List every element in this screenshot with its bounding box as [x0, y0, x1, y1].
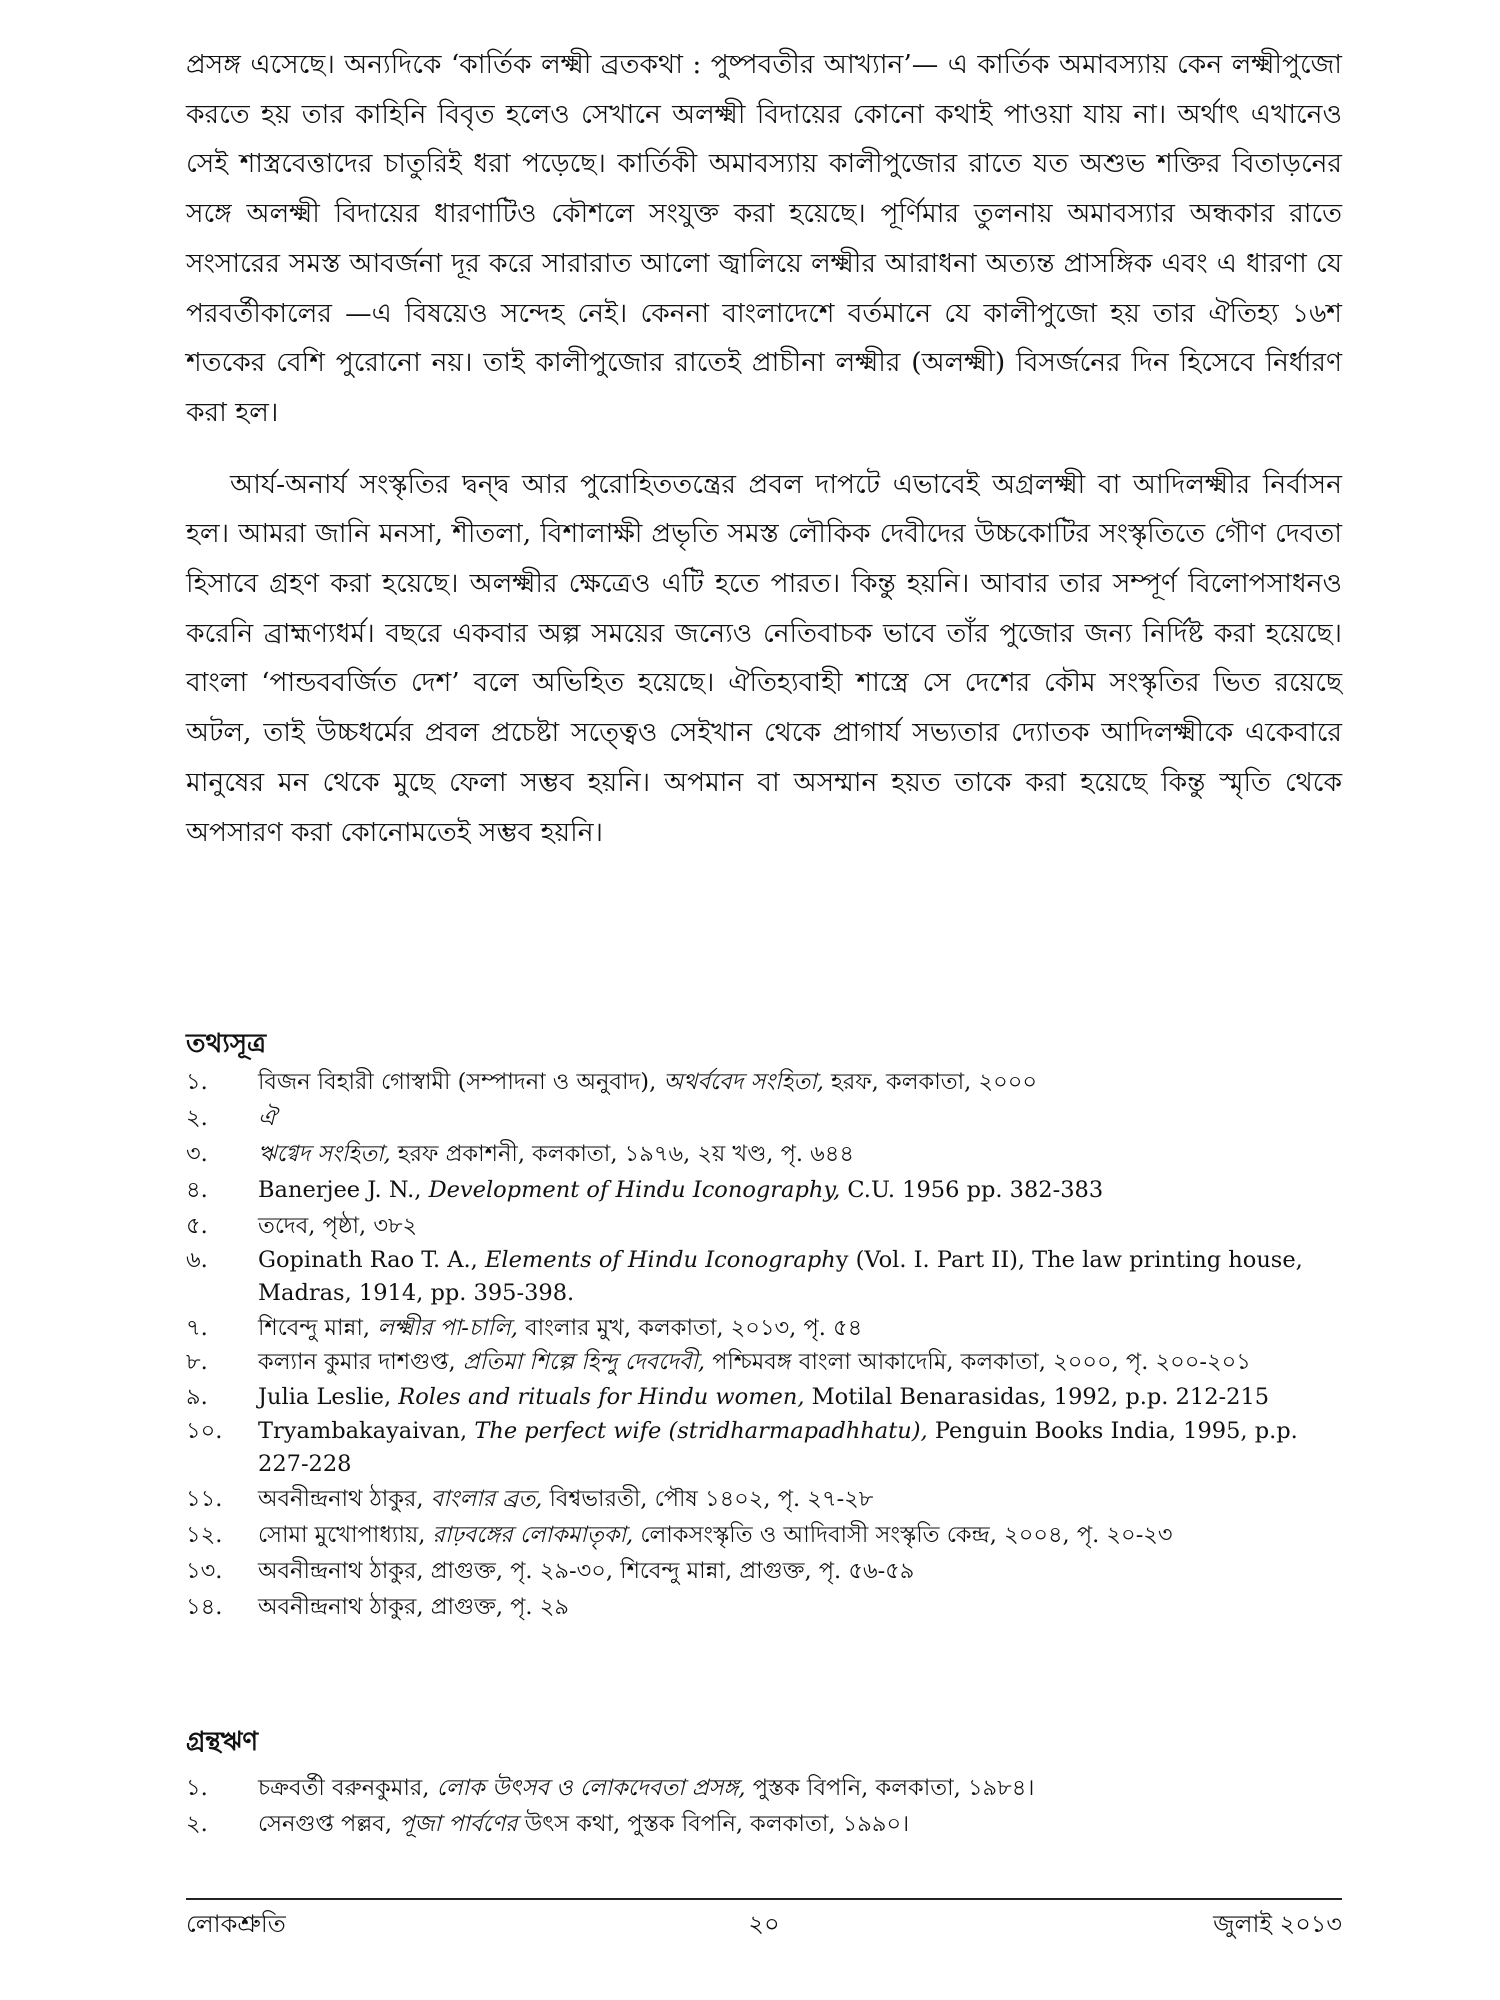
reference-text: সোমা মুখোপাধ্যায়, রাঢ়বঙ্গের লোকমাতৃকা, লোকসংস্কৃতি ও আদিবাসী সংস্কৃতি কেন্দ্র, ২০০৪, পৃ. ২০-২৩: [258, 1522, 1173, 1548]
reference-number: ৫.: [186, 1213, 208, 1239]
reference-text: বিজন বিহারী গোস্বামী (সম্পাদনা ও অনুবাদ), অথর্ববেদ সংহিতা, হরফ, কলকাতা, ২০০০: [258, 1069, 1037, 1095]
reference-text: Julia Leslie, Roles and rituals for Hindu women, Motilal Benarasidas, 1992, p.p. 212-215: [258, 1384, 1270, 1410]
reference-text: Banerjee J. N., Development of Hindu Iconography, C.U. 1956 pp. 382-383: [258, 1177, 1104, 1203]
reference-number: ৩.: [186, 1141, 208, 1167]
reference-text: তদেব, পৃষ্ঠা, ৩৮২: [258, 1213, 418, 1239]
bibliography-item: [186, 1770, 1342, 1806]
paragraph: আর্য-অনার্য সংস্কৃতির দ্বন্দ্ব আর পুরোহিততন্ত্রের প্রবল দাপটে এভাবেই অগ্রলক্ষ্মী বা আদিলক্ষ্মীর নির্বাসন হল। আমরা জানি মনসা, শীতলা, বিশালাক্ষী প্রভৃতি সমস্ত লৌকিক দেবীদের উচ্চকোটির সংস্কৃতিতে গৌণ দেবতা হিসাবে গ্রহণ করা হয়েছে। অলক্ষ্মীর ক্ষেত্রেও এটি হতে পারত। কিন্তু হয়নি। আবার তার সম্পূর্ণ বিলোপসাধনও করেনি ব্রাহ্মণ্যধর্ম। বছরে একবার অল্প সময়ের জন্যেও নেতিবাচক ভাবে তাঁর পুজোর জন্য নির্দিষ্ট করা হয়েছে। বাংলা ‘পান্ডববর্জিত দেশ’ বলে অভিহিত হয়েছে। ঐতিহ্যবাহী শাস্ত্রে সে দেশের কৌম সংস্কৃতির ভিত রয়েছে অটল, তাই উচ্চধর্মের প্রবল প্রচেষ্টা সত্ত্বেও সেইখান থেকে প্রাগার্য সভ্যতার দ্যোতক আদিলক্ষ্মীকে একেবারে মানুষের মন থেকে মুছে ফেলা সম্ভব হয়নি। অপমান বা অসম্মান হয়ত তাকে করা হয়েছে কিন্তু স্মৃতি থেকে অপসারণ করা কোনোমতেই সম্ভব হয়নি।: [186, 468, 1342, 848]
issue-date: জুলাই ২০১৩: [1213, 1910, 1342, 1938]
bibliography-heading: গ্রন্থঋণ: [186, 1727, 259, 1757]
reference-text: Gopinath Rao T. A., Elements of Hindu Iconography (Vol. I. Part II), The law printing house, Madras, 1914, pp. 395-398.: [258, 1247, 1303, 1306]
reference-text: ঐ: [258, 1105, 277, 1131]
references-heading: তথ্যসূত্র: [186, 1029, 267, 1059]
bibliography-number: ২.: [186, 1811, 208, 1837]
reference-item: [186, 1172, 1342, 1208]
footer-divider: [186, 1898, 1342, 1900]
reference-item: [186, 1100, 1342, 1136]
reference-item: [186, 1481, 1342, 1517]
reference-item: [186, 1346, 1342, 1379]
page-footer: [186, 1906, 1342, 1942]
reference-item: [186, 1589, 1342, 1625]
reference-number: ১০.: [186, 1418, 223, 1444]
reference-text: অবনীন্দ্রনাথ ঠাকুর, প্রাগুক্ত, পৃ. ২৯: [258, 1594, 569, 1620]
reference-text: শিবেন্দু মান্না, লক্ষ্মীর পা-চালি, বাংলার মুখ, কলকাতা, ২০১৩, পৃ. ৫৪: [258, 1315, 863, 1341]
reference-item: [186, 1310, 1342, 1346]
reference-number: ১৪.: [186, 1594, 223, 1620]
reference-item: [186, 1208, 1342, 1244]
bibliography-number: ১.: [186, 1775, 208, 1801]
reference-text: কল্যান কুমার দাশগুপ্ত, প্রতিমা শিল্পে হিন্দু দেবদেবী, পশ্চিমবঙ্গ বাংলা আকাদেমি, কলকাতা, ২০০০, পৃ. ২০০-২০১: [258, 1349, 1251, 1375]
journal-name: লোকশ্রুতি: [186, 1910, 286, 1938]
reference-item: [186, 1553, 1342, 1589]
reference-number: ১.: [186, 1069, 208, 1095]
reference-text: অবনীন্দ্রনাথ ঠাকুর, বাংলার ব্রত, বিশ্বভারতী, পৌষ ১৪০২, পৃ. ২৭-২৮: [258, 1486, 874, 1512]
bibliography-text: সেনগুপ্ত পল্লব, পূজা পার্বণের উৎস কথা, পুস্তক বিপনি, কলকাতা, ১৯৯০।: [258, 1811, 910, 1837]
reference-number: ১১.: [186, 1486, 223, 1512]
reference-item: [186, 1244, 1342, 1310]
reference-number: ১৩.: [186, 1558, 223, 1584]
bibliography-text: চক্রবর্তী বরুনকুমার, লোক উৎসব ও লোকদেবতা প্রসঙ্গ, পুস্তক বিপনি, কলকাতা, ১৯৮৪।: [258, 1775, 1035, 1801]
bibliography-item: [186, 1806, 1342, 1842]
reference-number: ১২.: [186, 1522, 223, 1548]
reference-number: ২.: [186, 1105, 208, 1131]
reference-number: ৭.: [186, 1315, 208, 1341]
reference-item: [186, 1136, 1342, 1172]
reference-number: ৬.: [186, 1247, 208, 1273]
reference-item: [186, 1517, 1342, 1553]
reference-item: [186, 1064, 1342, 1100]
reference-item: [186, 1379, 1342, 1415]
page-number: ২০: [748, 1910, 780, 1938]
reference-text: অবনীন্দ্রনাথ ঠাকুর, প্রাগুক্ত, পৃ. ২৯-৩০, শিবেন্দু মান্না, প্রাগুক্ত, পৃ. ৫৬-৫৯: [258, 1558, 915, 1584]
reference-number: ৮.: [186, 1349, 208, 1375]
reference-item: [186, 1415, 1342, 1481]
paragraph: প্রসঙ্গ এসেছে। অন্যদিকে ‘কার্তিক লক্ষ্মী ব্রতকথা : পুষ্পবতীর আখ্যান’— এ কার্তিক অমাবস্যায় কেন লক্ষ্মীপুজো করতে হয় তার কাহিনি বিবৃত হলেও সেখানে অলক্ষ্মী বিদায়ের কোনো কথাই পাওয়া যায় না। অর্থাৎ এখানেও সেই শাস্ত্রবেত্তাদের চাতুরিই ধরা পড়েছে। কার্তিকী অমাবস্যায় কালীপুজোর রাতে যত অশুভ শক্তির বিতাড়নের সঙ্গে অলক্ষ্মী বিদায়ের ধারণাটিও কৌশলে সংযুক্ত করা হয়েছে। পূর্ণিমার তুলনায় অমাবস্যার অন্ধকার রাতে সংসারের সমস্ত আবর্জনা দূর করে সারারাত আলো জ্বালিয়ে লক্ষ্মীর আরাধনা অত্যন্ত প্রাসঙ্গিক এবং এ ধারণা যে পরবর্তীকালের —এ বিষয়েও সন্দেহ নেই। কেননা বাংলাদেশে বর্তমানে যে কালীপুজো হয় তার ঐতিহ্য ১৬শ শতকের বেশি পুরোনো নয়। তাই কালীপুজোর রাতেই প্রাচীনা লক্ষ্মীর (অলক্ষ্মী) বিসর্জনের দিন হিসেবে নির্ধারণ করা হল।: [186, 49, 1342, 428]
references-list: [186, 1064, 1342, 1625]
reference-text: ঋগ্বেদ সংহিতা, হরফ প্রকাশনী, কলকাতা, ১৯৭৬, ২য় খণ্ড, পৃ. ৬৪৪: [258, 1141, 854, 1167]
article-body: [186, 40, 1342, 857]
reference-number: ৯.: [186, 1384, 208, 1410]
reference-number: ৪.: [186, 1177, 208, 1203]
reference-text: Tryambakayaivan, The perfect wife (stridharmapadhhatu), Penguin Books India, 1995, p.p. 227-228: [258, 1418, 1298, 1477]
bibliography-list: [186, 1770, 1342, 1842]
